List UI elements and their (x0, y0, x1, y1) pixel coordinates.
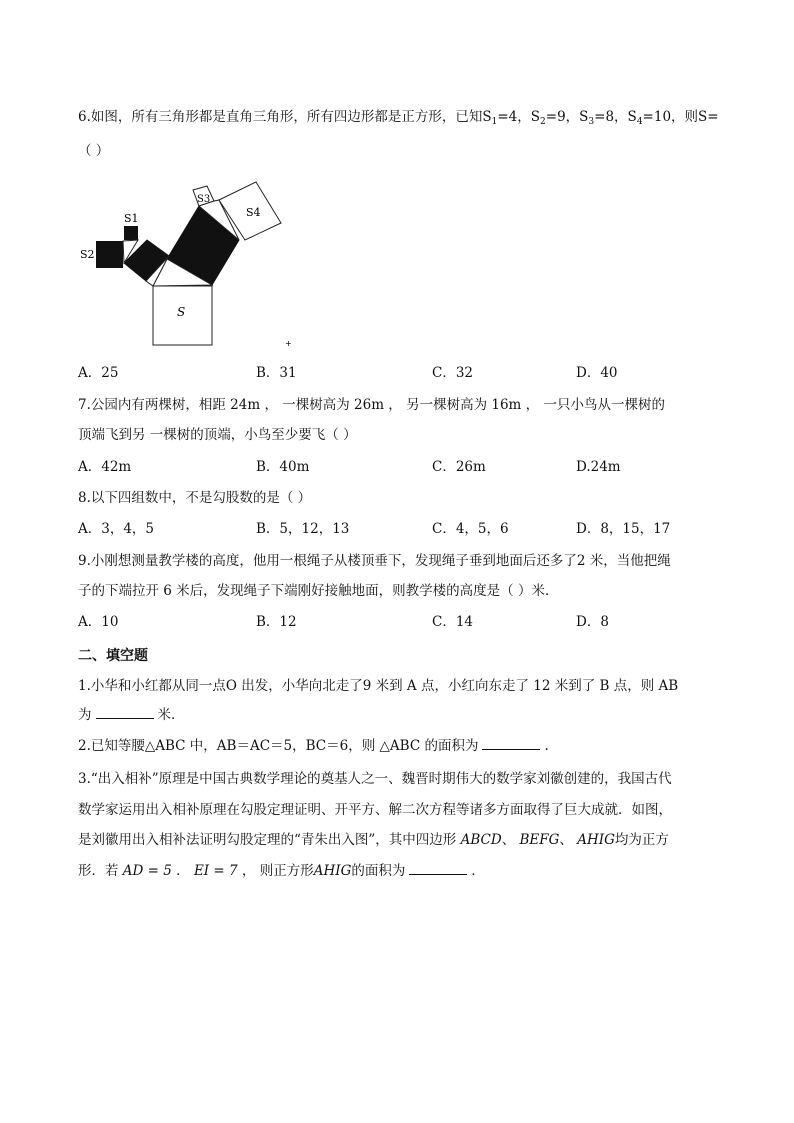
f3-text: 形．若 (78, 863, 119, 879)
f1-line1: 1.小华和小红都从同一点O 出发，小华向北走了9 米到 A 点，小红向东走了 12 米到了 B 点，则 AB (78, 678, 679, 694)
f3-line3 (78, 831, 669, 849)
q8-option-c[interactable]: C．4，5，6 (432, 521, 509, 537)
label-s1: S1 (124, 212, 139, 225)
f3-math: EI = 7 (193, 863, 238, 879)
f1-text: 为 (78, 707, 92, 723)
q6-paren: （ ） (78, 143, 110, 159)
f2-answer-blank[interactable] (482, 737, 540, 750)
label-s2: S2 (80, 248, 95, 261)
q7-option-d[interactable]: D.24m (576, 459, 621, 475)
q8-option-b[interactable]: B．5，12，13 (256, 521, 350, 537)
f2-line1 (78, 737, 549, 755)
q9-option-d[interactable]: D．8 (576, 614, 609, 630)
q6-option-a[interactable]: A．25 (78, 365, 119, 381)
q7-option-b[interactable]: B．40m (256, 459, 310, 475)
f2-text: 2.已知等腰△ABC 中，AB＝AC＝5，BC＝6，则 △ABC 的面积为 (78, 738, 479, 754)
label-s4: S4 (246, 206, 261, 219)
q6-text: 6.如图，所有三角形都是直角三角形，所有四边形都是正方形，已知S (78, 109, 492, 125)
q6-text: =9，S (545, 109, 589, 125)
q6-sub: 2 (540, 117, 546, 127)
q8-option-d[interactable]: D．8，15，17 (576, 521, 671, 537)
square-s1 (124, 226, 138, 240)
q8-option-a[interactable]: A．3，4，5 (78, 521, 155, 537)
q6-text: =10，则S= (642, 109, 719, 125)
q7-option-c[interactable]: C．26m (432, 459, 486, 475)
q6-text: =8，S (594, 109, 637, 125)
square-s2 (96, 241, 123, 268)
q7-option-a[interactable]: A．42m (78, 459, 132, 475)
f3-math: ABCD (460, 832, 502, 848)
section-title: 二、填空题 (78, 648, 148, 664)
f3-line2: 数学家运用出入相补原理在勾股定理证明、开平方、解二次方程等诸多方面取得了巨大成就．如图， (78, 802, 672, 818)
q8-line1: 8.以下四组数中，不是勾股数的是（ ） (78, 490, 312, 506)
q9-option-a[interactable]: A．10 (78, 614, 119, 630)
f1-answer-blank[interactable] (96, 706, 154, 719)
mark: + (285, 339, 292, 348)
f1-line2 (78, 706, 185, 724)
q7-line2: 顶端飞到另 一棵树的顶端，小鸟至少要飞（ ） (78, 427, 357, 443)
label-s: S (177, 305, 186, 319)
q9-line1: 9.小刚想测量教学楼的高度，他用一根绳子从楼顶垂下，发现绳子垂到地面后还多了2 米，当他把绳 (78, 553, 671, 569)
q6-option-c[interactable]: C．32 (432, 365, 474, 381)
f3-math: BEFG (519, 832, 560, 848)
f3-text: ． (471, 863, 485, 879)
f3-text: 、 (559, 832, 573, 848)
q6-sub: 1 (491, 117, 498, 127)
f3-text: ， 则正方形 (241, 863, 314, 879)
q9-option-b[interactable]: B．12 (256, 614, 297, 630)
q6-stem (78, 108, 719, 131)
label-s3: S3 (197, 194, 211, 205)
f3-text: 是刘徽用出入相补法证明勾股定理的“青朱出入图”，其中四边形 (78, 832, 457, 848)
q9-option-c[interactable]: C．14 (432, 614, 474, 630)
q9-line2: 子的下端拉开 6 米后，发现绳子下端刚好接触地面，则教学楼的高度是（ ）米． (78, 583, 559, 599)
f3-line4 (78, 862, 485, 880)
q6-sub: 4 (636, 117, 643, 127)
f3-math: AHIG (577, 832, 615, 848)
q6-sub: 3 (588, 117, 595, 127)
q6-figure (76, 176, 296, 352)
q6-text: =4，S (497, 109, 541, 125)
q6-option-d[interactable]: D．40 (576, 365, 618, 381)
q7-line1: 7.公园内有两棵树，相距 24m ， 一棵树高为 26m ， 另一棵树高为 16m ， 一只小鸟从一棵树的 (78, 397, 665, 413)
f3-text: 的面积为 (351, 863, 406, 879)
f3-math: AD = 5 (122, 863, 172, 879)
q6-option-b[interactable]: B．31 (256, 365, 297, 381)
f3-math: AHIG (313, 863, 352, 879)
f3-line1: 3.“出入相补”原理是中国古典数学理论的奠基人之一、魏晋时期伟大的数学家刘徽创建的，我国古代 (78, 771, 672, 787)
f1-text: 米． (157, 707, 185, 723)
f2-text: . (544, 738, 549, 754)
f3-text: ． (176, 863, 190, 879)
f3-text: 、 (501, 832, 516, 848)
f3-text: 均为正方 (614, 832, 669, 848)
f3-answer-blank[interactable] (409, 862, 467, 875)
